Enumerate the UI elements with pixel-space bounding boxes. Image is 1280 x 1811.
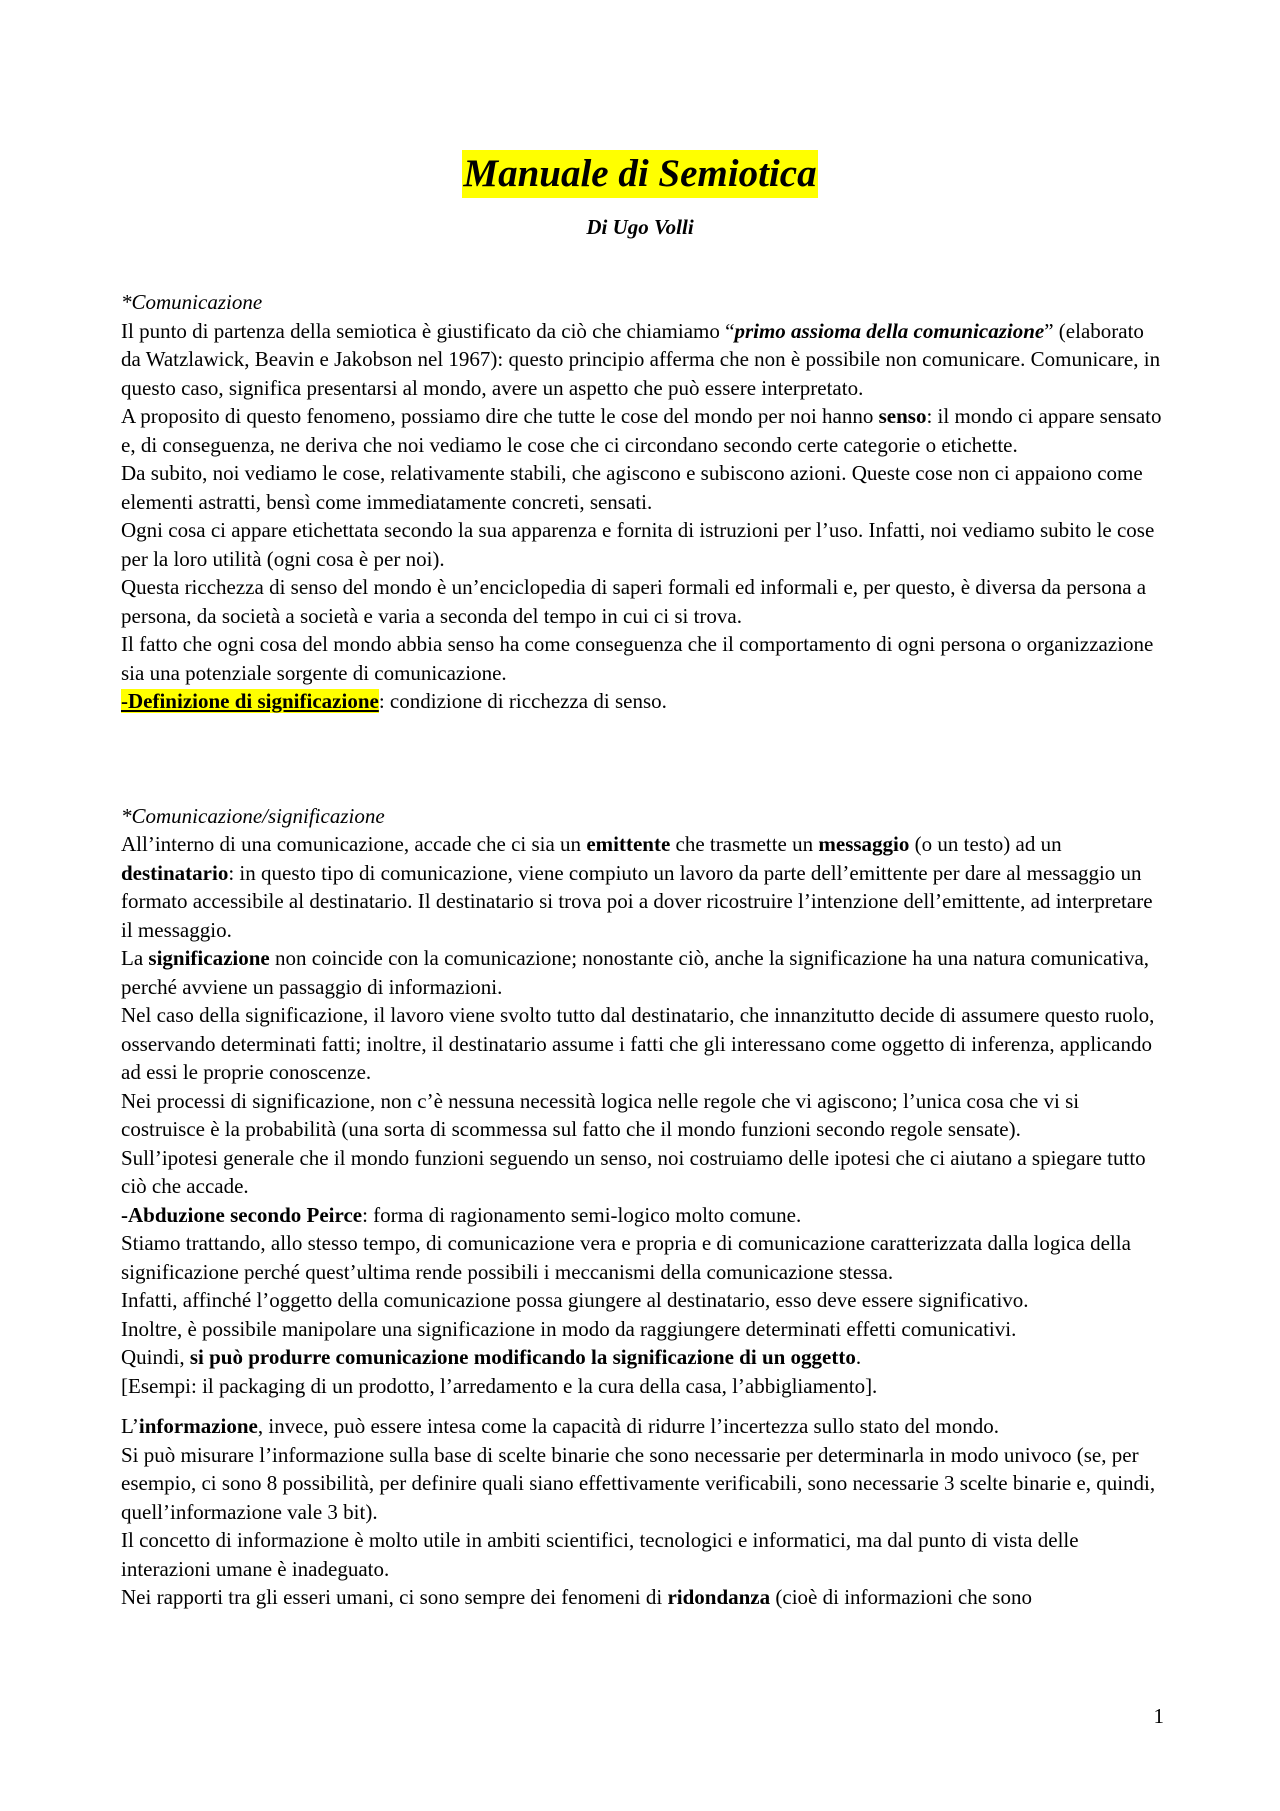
- paragraph: Ogni cosa ci appare etichettata secondo la sua apparenza e fornita di istruzioni per l’uso. Infatti, noi vediamo subito le cose per la loro utilità (ogni cosa è per noi).: [121, 518, 1155, 571]
- paragraph: [Esempi: il packaging di un prodotto, l’arredamento e la cura della casa, l’abbigliamento].: [121, 1373, 878, 1398]
- emphasis-abduzione-peirce: -Abduzione secondo Peirce: [121, 1202, 363, 1227]
- paragraph: Inoltre, è possibile manipolare una significazione in modo da raggiungere determinati effetti comunicativi.: [121, 1316, 1017, 1341]
- text-span: : il mondo ci appare sensato e, di conseguenza, ne deriva che noi vediamo le cose che ci circondano secondo certe categorie o etichette.: [121, 404, 1162, 457]
- emphasis-messaggio: messaggio: [818, 832, 910, 856]
- text-span: All’interno di una comunicazione, accade che ci sia un: [121, 832, 587, 856]
- emphasis-produrre-comunicazione: si può produrre comunicazione modificando la significazione di un oggetto: [189, 1345, 856, 1369]
- text-span: (cioè di informazioni che sono: [770, 1585, 1032, 1609]
- paragraph: [121, 317, 1166, 403]
- paragraph: [121, 830, 1166, 944]
- title-container: [0, 150, 1280, 198]
- section-heading-comunicazione: *Comunicazione: [121, 290, 263, 314]
- text-span: La: [121, 946, 149, 970]
- emphasis-informazione: informazione: [138, 1414, 258, 1438]
- text-span: Quindi,: [121, 1345, 190, 1369]
- page-number: 1: [1153, 1704, 1164, 1728]
- text-span: Nei rapporti tra gli esseri umani, ci sono sempre dei fenomeni di: [121, 1585, 668, 1609]
- text-span: A proposito di questo fenomeno, possiamo dire che tutte le cose del mondo per noi hanno: [121, 404, 879, 428]
- paragraph: Il fatto che ogni cosa del mondo abbia senso ha come conseguenza che il comportamento di ogni persona o organizzazione sia una potenziale sorgente di comunicazione.: [121, 632, 1154, 685]
- text-span: Il punto di partenza della semiotica è giustificato da ciò che chiamiamo “: [121, 318, 735, 343]
- text-span: : condizione di ricchezza di senso.: [378, 689, 667, 713]
- paragraph: [121, 1412, 1166, 1441]
- section-heading-comunicazione-significazione: *Comunicazione/significazione: [121, 803, 385, 828]
- paragraph: [121, 1343, 1166, 1372]
- highlight-definizione-significazione: -Definizione di significazione: [121, 689, 379, 713]
- emphasis-primo-assioma: primo assioma della comunicazione: [734, 318, 1045, 343]
- paragraph: Sull’ipotesi generale che il mondo funzioni seguendo un senso, noi costruiamo delle ipotesi che ci aiutano a spiegare tutto ciò che accade.: [121, 1145, 1146, 1198]
- paragraph: Da subito, noi vediamo le cose, relativamente stabili, che agiscono e subiscono azioni. Queste cose non ci appaiono come elementi astratti, bensì come immediatamente concreti, sensati.: [121, 461, 1143, 514]
- paragraph: Il concetto di informazione è molto utile in ambiti scientifici, tecnologici e informatici, ma dal punto di vista delle interazioni umane è inadeguato.: [121, 1528, 1079, 1581]
- spacer: [121, 1400, 1166, 1412]
- paragraph: [121, 1583, 1166, 1612]
- text-span: : forma di ragionamento semi-logico molto comune.: [362, 1202, 802, 1227]
- text-span: non coincide con la comunicazione; nonostante ciò, anche la significazione ha una natura comunicativa, perché avviene un passaggio di informazioni.: [121, 946, 1150, 999]
- paragraph: Si può misurare l’informazione sulla base di scelte binarie che sono necessarie per determinarla in modo univoco (se, per esempio, ci sono 8 possibilità, per definire quali siano effettivamente verificabili, sono necessarie 3 scelte binarie e, quindi, quell’informazione vale 3 bit).: [121, 1442, 1156, 1524]
- text-span: .: [855, 1345, 862, 1369]
- emphasis-destinatario: destinatario: [121, 860, 229, 885]
- paragraph: Stiamo trattando, allo stesso tempo, di comunicazione vera e propria e di comunicazione caratterizzata dalla logica della significazione perché quest’ultima rende possibili i meccanismi della comunicazione stessa.: [121, 1231, 1131, 1284]
- paragraph: [121, 687, 1166, 716]
- emphasis-ridondanza: ridondanza: [667, 1585, 771, 1609]
- paragraph: Questa ricchezza di senso del mondo è un’enciclopedia di saperi formali ed informali e, per questo, è diversa da persona a persona, da società a società e varia a seconda del tempo in cui ci si trova.: [121, 575, 1147, 628]
- paragraph: [121, 402, 1166, 459]
- text-span: (o un testo) ad un: [909, 832, 1062, 856]
- text-span: L’: [121, 1414, 139, 1438]
- emphasis-emittente: emittente: [586, 832, 671, 856]
- text-span: che trasmette un: [670, 832, 819, 856]
- text-span: : in questo tipo di comunicazione, viene compiuto un lavoro da parte dell’emittente per dare al messaggio un formato accessibile al destinatario. Il destinatario si trova poi a dover ricostruire l’intenzione dell’emittente, ad interpretare il messaggio.: [121, 860, 1153, 942]
- paragraph: Nel caso della significazione, il lavoro viene svolto tutto dal destinatario, che innanzitutto decide di assumere questo ruolo, osservando determinati fatti; inoltre, il destinatario assume i fatti che gli interessano come oggetto di inferenza, applicando ad essi le proprie conoscenze.: [121, 1003, 1155, 1084]
- paragraph: Infatti, affinché l’oggetto della comunicazione possa giungere al destinatario, esso deve essere significativo.: [121, 1288, 1029, 1312]
- paragraph: [121, 1201, 1166, 1230]
- text-span: ” (elaborato da Watzlawick, Beavin e Jakobson nel 1967): questo principio afferma che non è possibile non comunicare. Comunicare, in questo caso, significa presentarsi al mondo, avere un aspetto che può essere interpretato.: [121, 318, 1161, 400]
- document-author: Di Ugo Volli: [586, 215, 694, 239]
- emphasis-significazione: significazione: [148, 946, 270, 970]
- spacer: [121, 716, 1166, 802]
- paragraph: Nei processi di significazione, non c’è nessuna necessità logica nelle regole che vi agiscono; l’unica cosa che vi si costruisce è la probabilità (una sorta di scommessa sul fatto che il mondo funzioni secondo regole sensate).: [121, 1088, 1080, 1141]
- text-span: , invece, può essere intesa come la capacità di ridurre l’incertezza sullo stato del mondo.: [257, 1414, 1000, 1438]
- document-title: Manuale di Semiotica: [462, 150, 817, 198]
- paragraph: [121, 944, 1166, 1001]
- document-body: [121, 288, 1166, 1612]
- emphasis-senso: senso: [878, 404, 927, 428]
